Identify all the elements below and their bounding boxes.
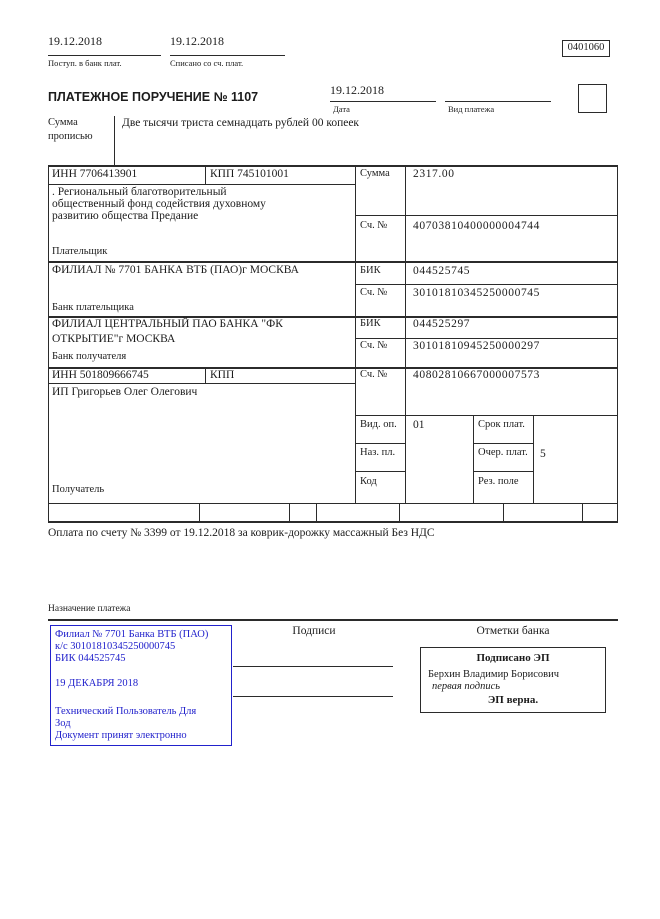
grid-line (355, 215, 617, 216)
bank-stamp-line-2: к/с 30101810345250000745 (55, 641, 176, 652)
payee-bank-account: 30101810945250000297 (413, 340, 540, 352)
debited-underline (170, 55, 285, 56)
payer-bank-bik-label: БИК (360, 265, 381, 276)
payment-kind-underline (445, 101, 551, 102)
grid-line (473, 443, 533, 444)
payer-inn: ИНН 7706413901 (52, 168, 138, 180)
grid-line (355, 443, 405, 444)
field-divider (399, 503, 400, 521)
bank-stamp-line-7: Документ принят электронно (55, 730, 187, 741)
bank-stamp-line-6: Зод (55, 718, 71, 729)
grid-line (48, 165, 618, 167)
bank-marks-label: Отметки банка (476, 625, 550, 637)
debited-date: 19.12.2018 (170, 34, 224, 48)
amount-label: Сумма (360, 168, 390, 179)
page-title: ПЛАТЕЖНОЕ ПОРУЧЕНИЕ № 1107 (48, 90, 259, 104)
form-code: 0401060 (567, 42, 605, 53)
bank-stamp-line-5: Технический Пользователь Для (55, 706, 197, 717)
grid-line (473, 471, 533, 472)
debited-label: Списано со сч. плат. (170, 58, 244, 68)
form-code-box (562, 40, 610, 57)
date-underline (330, 101, 436, 102)
amount-value: 2317.00 (413, 168, 455, 180)
signature-line-2 (233, 696, 393, 697)
signature-line-1 (233, 666, 393, 667)
reserve-field-label: Рез. поле (478, 476, 519, 487)
field-divider (503, 503, 504, 521)
field-divider (289, 503, 290, 521)
grid-line (48, 165, 49, 523)
grid-line (355, 415, 617, 416)
bank-stamp-line-1: Филиал № 7701 Банка ВТБ (ПАО) (55, 629, 209, 640)
field-divider (316, 503, 317, 521)
grid-line (48, 261, 618, 263)
payer-bank-bik: 044525745 (413, 265, 471, 277)
bank-stamp-date: 19 ДЕКАБРЯ 2018 (55, 678, 139, 689)
grid-line (355, 471, 405, 472)
payee-bank-account-label: Сч. № (360, 340, 388, 351)
payee-name: ИП Григорьев Олег Олегович (52, 386, 198, 398)
payer-bank-account: 30101810345250000745 (413, 287, 540, 299)
document-date: 19.12.2018 (330, 83, 384, 97)
grid-line (473, 415, 474, 503)
field-divider (199, 503, 200, 521)
op-kind-value: 01 (413, 419, 425, 431)
grid-line (355, 284, 617, 285)
grid-line (48, 619, 618, 621)
code-label: Код (360, 476, 377, 487)
grid-line (205, 165, 206, 184)
bank-stamp-line-3: БИК 044525745 (55, 653, 126, 664)
signatures-label: Подписи (292, 625, 336, 637)
signature-stamp-box (420, 647, 606, 713)
signature-validity: ЭП верна. (487, 694, 539, 706)
date-label: Дата (333, 104, 350, 114)
payer-kpp: КПП 745101001 (210, 168, 289, 180)
grid-line (114, 116, 115, 167)
priority-value: 5 (540, 448, 546, 460)
grid-line (205, 367, 206, 383)
payee-bank-bik: 044525297 (413, 318, 471, 330)
signer-name: Берхин Владимир Борисович (428, 669, 559, 680)
received-in-bank-label: Поступ. в банк плат. (48, 58, 122, 68)
due-date-label: Срок плат. (478, 419, 525, 430)
payer-name: . Региональный благотворительный общественный фонд содействия духовному развитию общества Предание (52, 186, 266, 223)
payer-account: 40703810400000004744 (413, 220, 540, 232)
priority-label: Очер. плат. (478, 447, 528, 458)
grid-line (48, 383, 355, 384)
payee-inn: ИНН 501809666745 (52, 369, 149, 381)
payee-kpp-label: КПП (210, 369, 235, 381)
payee-account: 40802810667000007573 (413, 369, 540, 381)
field-divider (582, 503, 583, 521)
grid-line (48, 521, 618, 523)
payer-bank-name: ФИЛИАЛ № 7701 БАНКА ВТБ (ПАО)г МОСКВА (52, 264, 299, 276)
payment-kind-box (578, 84, 607, 113)
payee-bank-name: ФИЛИАЛ ЦЕНТРАЛЬНЫЙ ПАО БАНКА "ФК ОТКРЫТИЕ"г МОСКВА (52, 318, 283, 345)
amount-words-label-2: прописью (48, 131, 93, 142)
payer-bank-account-label: Сч. № (360, 287, 388, 298)
payee-account-label: Сч. № (360, 369, 388, 380)
payment-purpose-text: Оплата по счету № 3399 от 19.12.2018 за коврик-дорожку массажный Без НДС (48, 527, 435, 539)
received-underline (48, 55, 161, 56)
pay-purpose-code-label: Наз. пл. (360, 447, 396, 458)
grid-line (355, 338, 617, 339)
signature-stamp-title: Подписано ЭП (476, 652, 550, 664)
signature-role: первая подпись (432, 681, 501, 692)
grid-line (48, 503, 618, 504)
grid-line (617, 165, 618, 523)
payer-section-label: Плательщик (52, 246, 108, 257)
grid-line (48, 184, 355, 185)
payee-bank-section-label: Банк получателя (52, 351, 127, 362)
payer-bank-section-label: Банк плательщика (52, 302, 134, 313)
received-in-bank-date: 19.12.2018 (48, 34, 102, 48)
payee-bank-bik-label: БИК (360, 318, 381, 329)
op-kind-label: Вид. оп. (360, 419, 397, 430)
payment-kind-label: Вид платежа (448, 104, 495, 114)
bank-stamp-box (50, 625, 232, 746)
grid-line (533, 415, 534, 503)
payer-account-label: Сч. № (360, 220, 388, 231)
amount-in-words: Две тысячи триста семнадцать рублей 00 копеек (122, 117, 360, 129)
payment-purpose-label: Назначение платежа (48, 604, 131, 614)
amount-words-label-1: Сумма (48, 117, 78, 128)
payee-section-label: Получатель (52, 484, 105, 495)
